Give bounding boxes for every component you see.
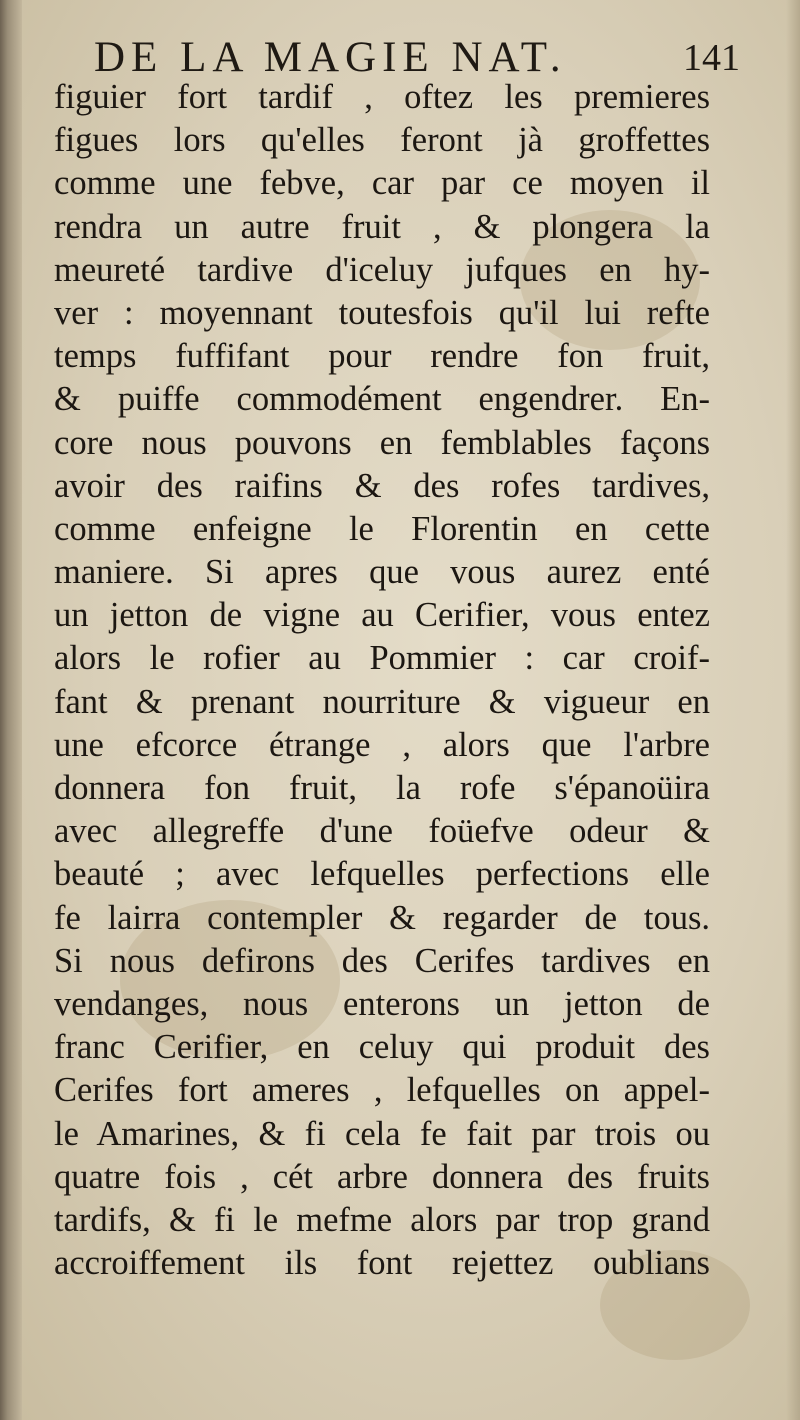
text-line: & puiffe commodément engendrer. En- bbox=[54, 380, 710, 419]
text-line: ver : moyennant toutesfois qu'il lui refte bbox=[54, 293, 710, 332]
text-line: Cerifes fort ameres , lefquelles on appel- bbox=[54, 1071, 710, 1110]
text-line: vendanges, nous enterons un jetton de bbox=[54, 984, 710, 1023]
running-title: DE LA MAGIE NAT. bbox=[94, 34, 567, 81]
text-line: maniere. Si apres que vous aurez enté bbox=[54, 553, 710, 592]
text-line: comme une febve, car par ce moyen il bbox=[54, 164, 710, 203]
text-line: core nous pouvons en femblables façons bbox=[54, 423, 710, 462]
page-edge bbox=[786, 0, 800, 1420]
text-line: une efcorce étrange , alors que l'arbre bbox=[54, 725, 710, 764]
text-line: alors le rofier au Pommier : car croif- bbox=[54, 639, 710, 678]
text-line: beauté ; avec lefquelles perfections elle bbox=[54, 855, 710, 894]
body-text bbox=[54, 76, 710, 1285]
text-line: le Amarines, & fi cela fe fait par trois ou bbox=[54, 1114, 710, 1153]
text-line: franc Cerifier, en celuy qui produit des bbox=[54, 1028, 710, 1067]
text-line: fe lairra contempler & regarder de tous. bbox=[54, 898, 710, 937]
binding-gutter bbox=[0, 0, 22, 1420]
text-line: quatre fois , cét arbre donnera des fruits bbox=[54, 1157, 710, 1196]
text-line: Si nous defirons des Cerifes tardives en bbox=[54, 941, 710, 980]
text-line: avoir des raifins & des rofes tardives, bbox=[54, 466, 710, 505]
text-line: donnera fon fruit, la rofe s'épanoüira bbox=[54, 769, 710, 807]
text-line: temps fuffifant pour rendre fon fruit, bbox=[54, 337, 710, 376]
page-number: 141 bbox=[683, 37, 740, 79]
text-line: un jetton de vigne au Cerifier, vous entez bbox=[54, 596, 710, 635]
text-line: avec allegreffe d'une foüefve odeur & bbox=[54, 812, 710, 851]
text-line: accroiffement ils font rejettez oublians bbox=[54, 1244, 710, 1283]
text-line: rendra un autre fruit , & plongera la bbox=[54, 207, 710, 246]
text-line: figuier fort tardif , oftez les premieres bbox=[54, 78, 710, 116]
text-line: comme enfeigne le Florentin en cette bbox=[54, 509, 710, 548]
text-line: tardifs, & fi le mefme alors par trop grand bbox=[54, 1200, 710, 1239]
text-line: fant & prenant nourriture & vigueur en bbox=[54, 682, 710, 721]
text-line: meureté tardive d'iceluy jufques en hy- bbox=[54, 250, 710, 289]
text-line: figues lors qu'elles feront jà groffettes bbox=[54, 121, 710, 160]
